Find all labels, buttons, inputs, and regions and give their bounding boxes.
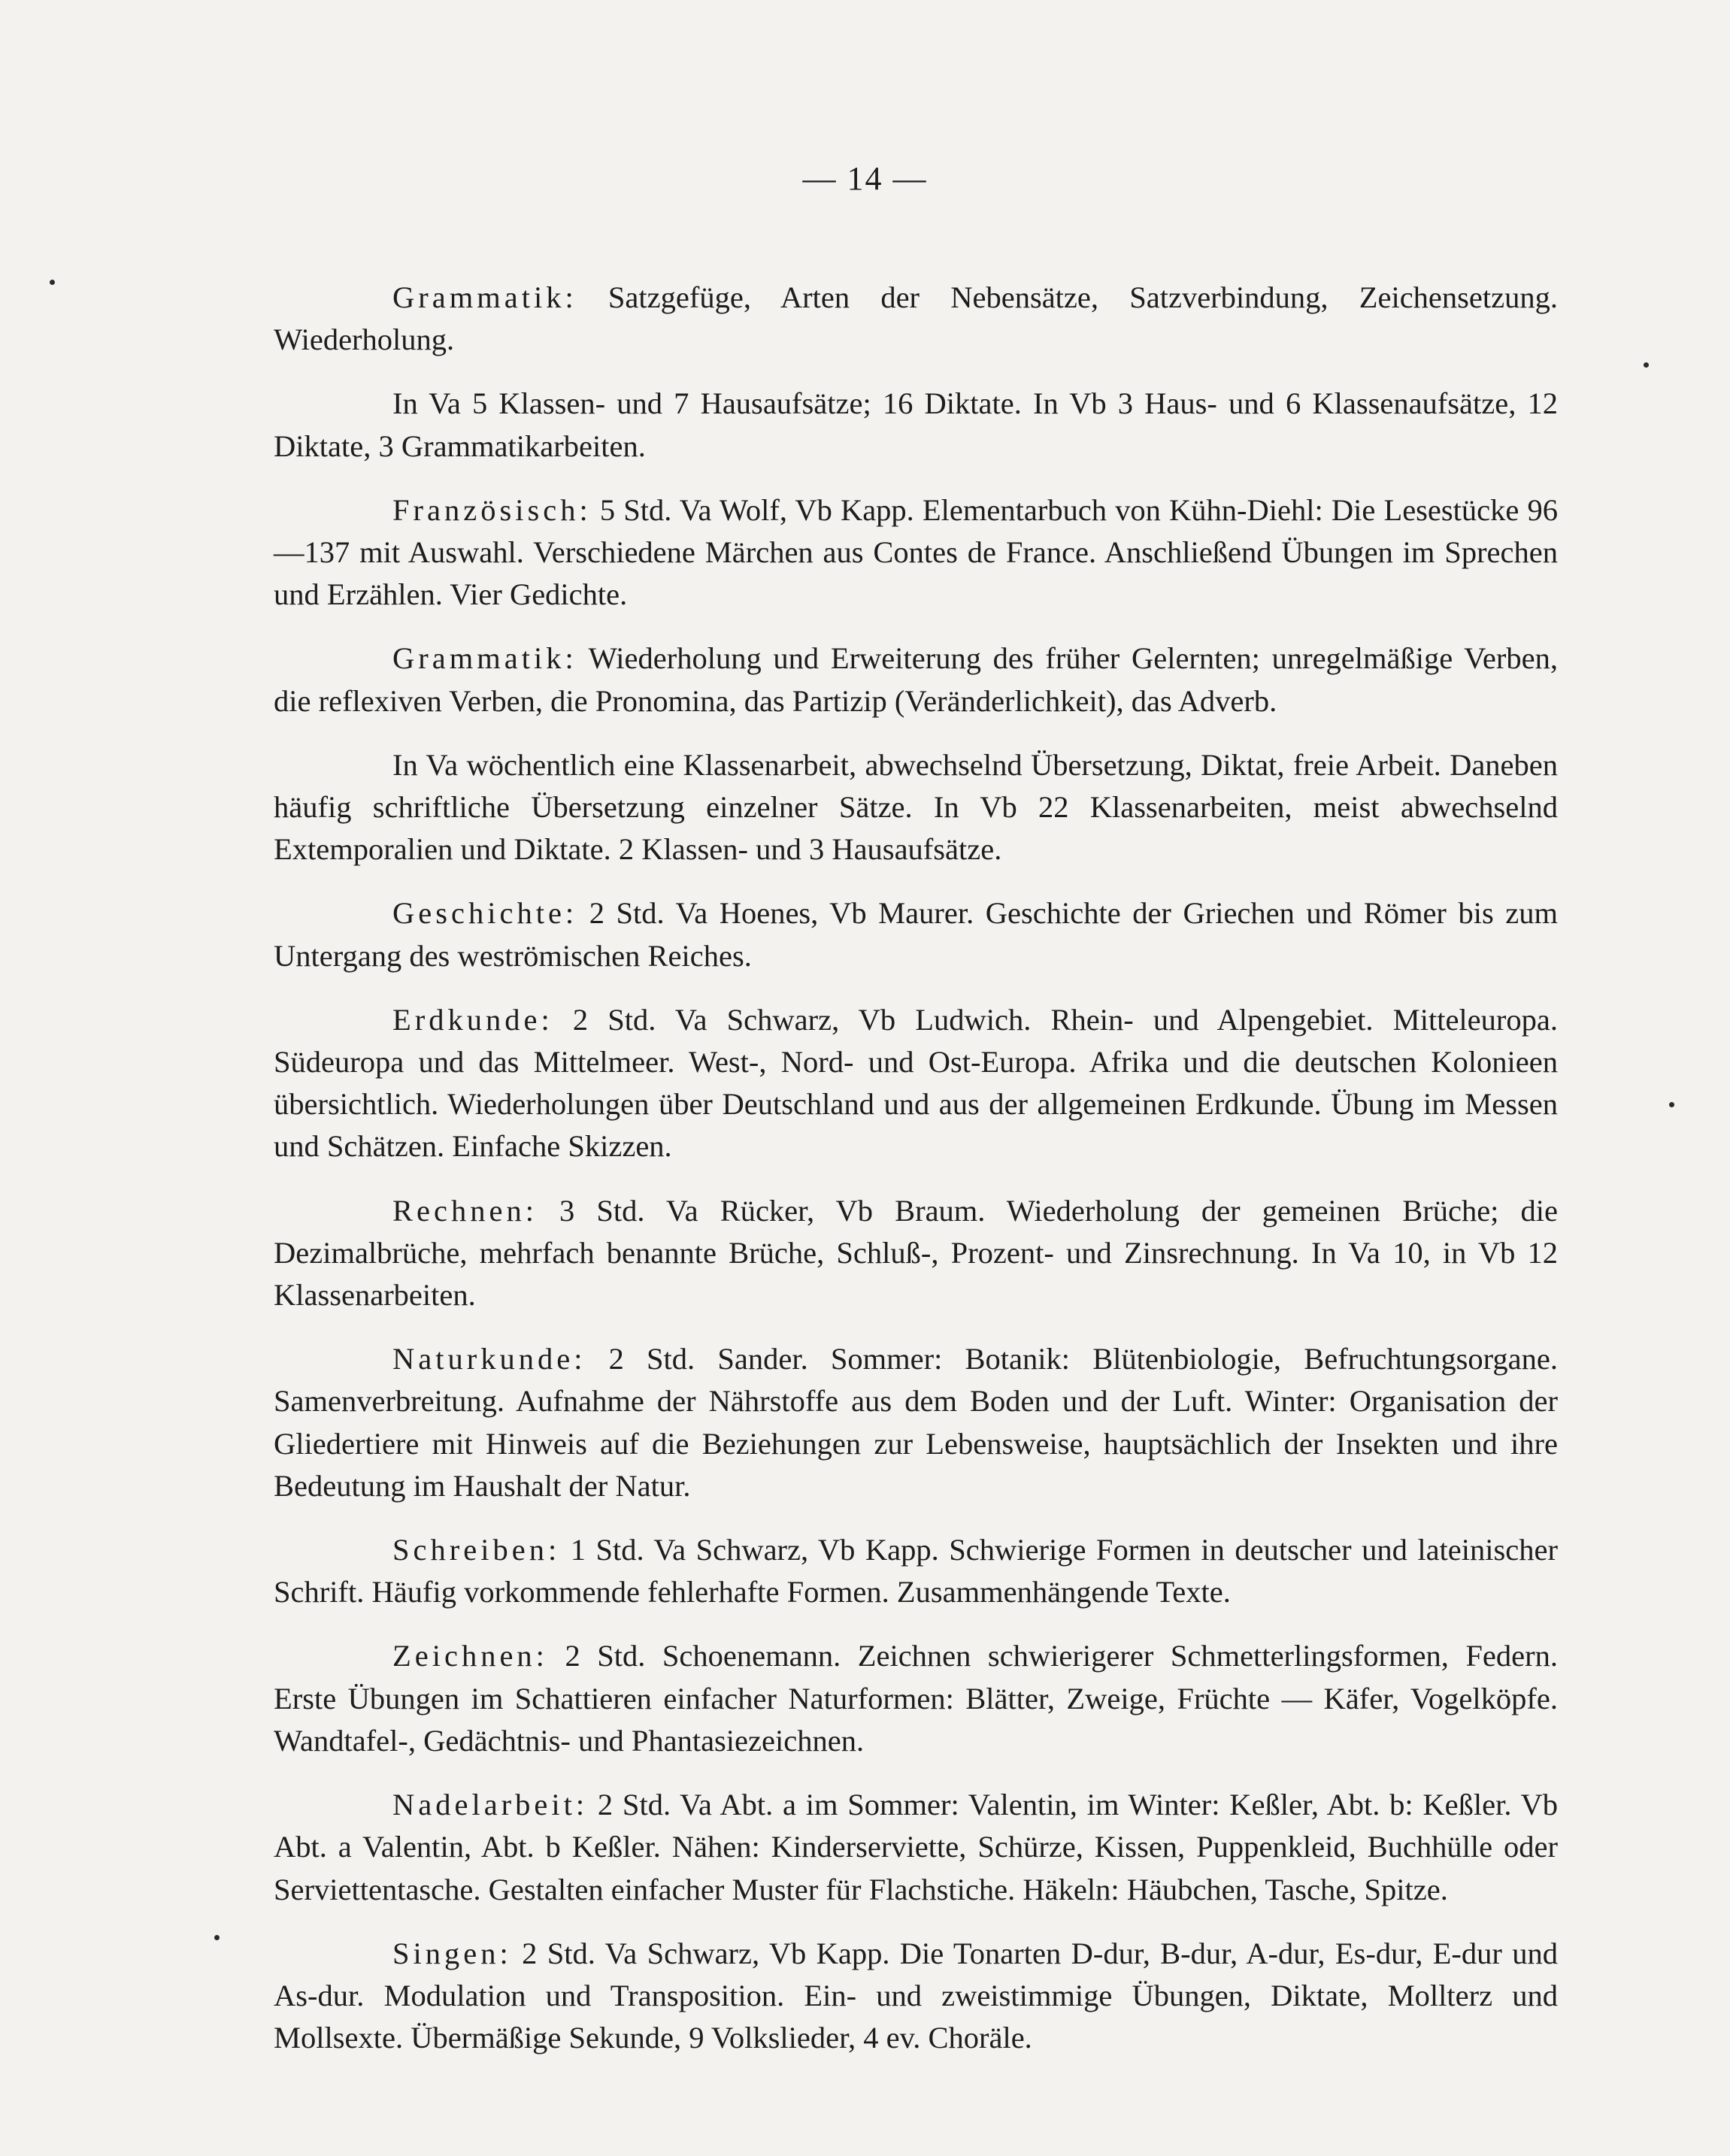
- paragraph-label: Singen:: [392, 1936, 512, 1970]
- paragraph-label: Nadelarbeit:: [392, 1788, 589, 1822]
- paragraph-label: Geschichte:: [392, 896, 578, 931]
- paragraph-text: 2 Std. Va Schwarz, Vb Kapp. Die Tonarten D-dur, B-dur, A-dur, Es-dur, E-dur und As-dur. Modulation und Transposition. Ein- und zweistimmige Übungen, Diktate, Mollterz und Mollsexte. Übermäßige Sekunde, 9 Volkslieder, 4 ev. Choräle.: [274, 1936, 1558, 2055]
- paragraph-franzoesisch-arbeiten: [274, 744, 1558, 871]
- paragraph-geschichte: [274, 892, 1558, 977]
- body-text: [274, 277, 1558, 2081]
- paragraph-text: 1 Std. Va Schwarz, Vb Kapp. Schwierige Formen in deutscher und lateinischer Schrift. Häufig vorkommende fehlerhafte Formen. Zusammenhängende Texte.: [274, 1533, 1558, 1609]
- speck-mark: [50, 280, 55, 285]
- paragraph-text: 2 Std. Va Abt. a im Sommer: Valentin, im Winter: Keßler, Abt. b: Keßler. Vb Abt. a Valentin, Abt. b Keßler. Nähen: Kinderserviette, Schürze, Kissen, Puppenkleid, Buchhülle oder Serviettentasche. Gestalten einfacher Muster für Flachstiche. Häkeln: Häubchen, Tasche, Spitze.: [274, 1788, 1558, 1906]
- paragraph-text: 2 Std. Schoenemann. Zeichnen schwierigerer Schmetterlingsformen, Federn. Erste Übungen im Schattieren einfacher Naturformen: Blätter, Zweige, Früchte — Käfer, Vogelköpfe. Wandtafel-, Gedächtnis- und Phantasiezeichnen.: [274, 1639, 1558, 1758]
- paragraph-label: Erdkunde:: [392, 1002, 553, 1037]
- paragraph-zeichnen: [274, 1635, 1558, 1762]
- paragraph-label: Schreiben:: [392, 1533, 561, 1567]
- paragraph-text: Wiederholung und Erweiterung des früher Gelernten; unregelmäßige Verben, die reflexiven Verben, die Pronomina, das Partizip (Veränderlichkeit), das Adverb.: [274, 641, 1558, 718]
- paragraph-label: Zeichnen:: [392, 1639, 548, 1673]
- paragraph-label: Französisch:: [392, 492, 592, 527]
- paragraph-text: In Va wöchentlich eine Klassenarbeit, abwechselnd Übersetzung, Diktat, freie Arbeit. Daneben häufig schriftliche Übersetzung einzelner Sätze. In Vb 22 Klassenarbeiten, meist abwechselnd Extemporalien und Diktate. 2 Klassen- und 3 Hausaufsätze.: [274, 747, 1558, 867]
- paragraph-text: Satzgefüge, Arten der Nebensätze, Satzverbindung, Zeichensetzung. Wiederholung.: [274, 280, 1558, 357]
- paragraph-text: 2 Std. Va Schwarz, Vb Ludwich. Rhein- und Alpengebiet. Mitteleuropa. Südeuropa und das Mittelmeer. West-, Nord- und Ost-Europa. Afrika und die deutschen Kolonieen übersichtlich. Wiederholungen über Deutschland und aus der allgemeinen Erdkunde. Übung im Messen und Schätzen. Einfache Skizzen.: [274, 1002, 1558, 1164]
- paragraph-franzoesisch-grammatik: [274, 637, 1558, 722]
- paragraph-text: 5 Std. Va Wolf, Vb Kapp. Elementarbuch von Kühn-Diehl: Die Lesestücke 96—137 mit Auswahl. Verschiedene Märchen aus Contes de France. Anschließend Übungen im Sprechen und Erzählen. Vier Gedichte.: [274, 492, 1558, 612]
- page-number: — 14 —: [802, 160, 928, 197]
- speck-mark: [1669, 1102, 1674, 1107]
- paragraph-erdkunde: [274, 999, 1558, 1168]
- paragraph-label: Grammatik:: [392, 641, 577, 676]
- paragraph-text: 2 Std. Va Hoenes, Vb Maurer. Geschichte der Griechen und Römer bis zum Untergang des weströmischen Reiches.: [274, 896, 1558, 973]
- paragraph-label: Grammatik:: [392, 280, 577, 314]
- paragraph-text: 3 Std. Va Rücker, Vb Braum. Wiederholung der gemeinen Brüche; die Dezimalbrüche, mehrfach benannte Brüche, Schluß-, Prozent- und Zinsrechnung. In Va 10, in Vb 12 Klassenarbeiten.: [274, 1193, 1558, 1313]
- speck-mark: [1644, 362, 1649, 368]
- paragraph-singen: [274, 1933, 1558, 2060]
- paragraph-deutsch-aufsaetze: [274, 383, 1558, 467]
- paragraph-nadelarbeit: [274, 1784, 1558, 1911]
- paragraph-text: 2 Std. Sander. Sommer: Botanik: Blütenbiologie, Befruchtungsorgane. Samenverbreitung. Aufnahme der Nährstoffe aus dem Boden und der Luft. Winter: Organisation der Gliedertiere mit Hinweis auf die Beziehungen zur Lebensweise, hauptsächlich der Insekten und ihre Bedeutung im Haushalt der Natur.: [274, 1342, 1558, 1503]
- paragraph-naturkunde: [274, 1338, 1558, 1507]
- speck-mark: [214, 1935, 220, 1940]
- paragraph-label: Naturkunde:: [392, 1342, 586, 1376]
- paragraph-rechnen: [274, 1190, 1558, 1317]
- paragraph-franzoesisch: [274, 489, 1558, 616]
- paragraph-label: Rechnen:: [392, 1193, 538, 1228]
- paragraph-schreiben: [274, 1529, 1558, 1613]
- paragraph-deutsch-grammatik: [274, 277, 1558, 361]
- paragraph-text: In Va 5 Klassen- und 7 Hausaufsätze; 16 Diktate. In Vb 3 Haus- und 6 Klassenaufsätze, 12 Diktate, 3 Grammatikarbeiten.: [274, 386, 1558, 463]
